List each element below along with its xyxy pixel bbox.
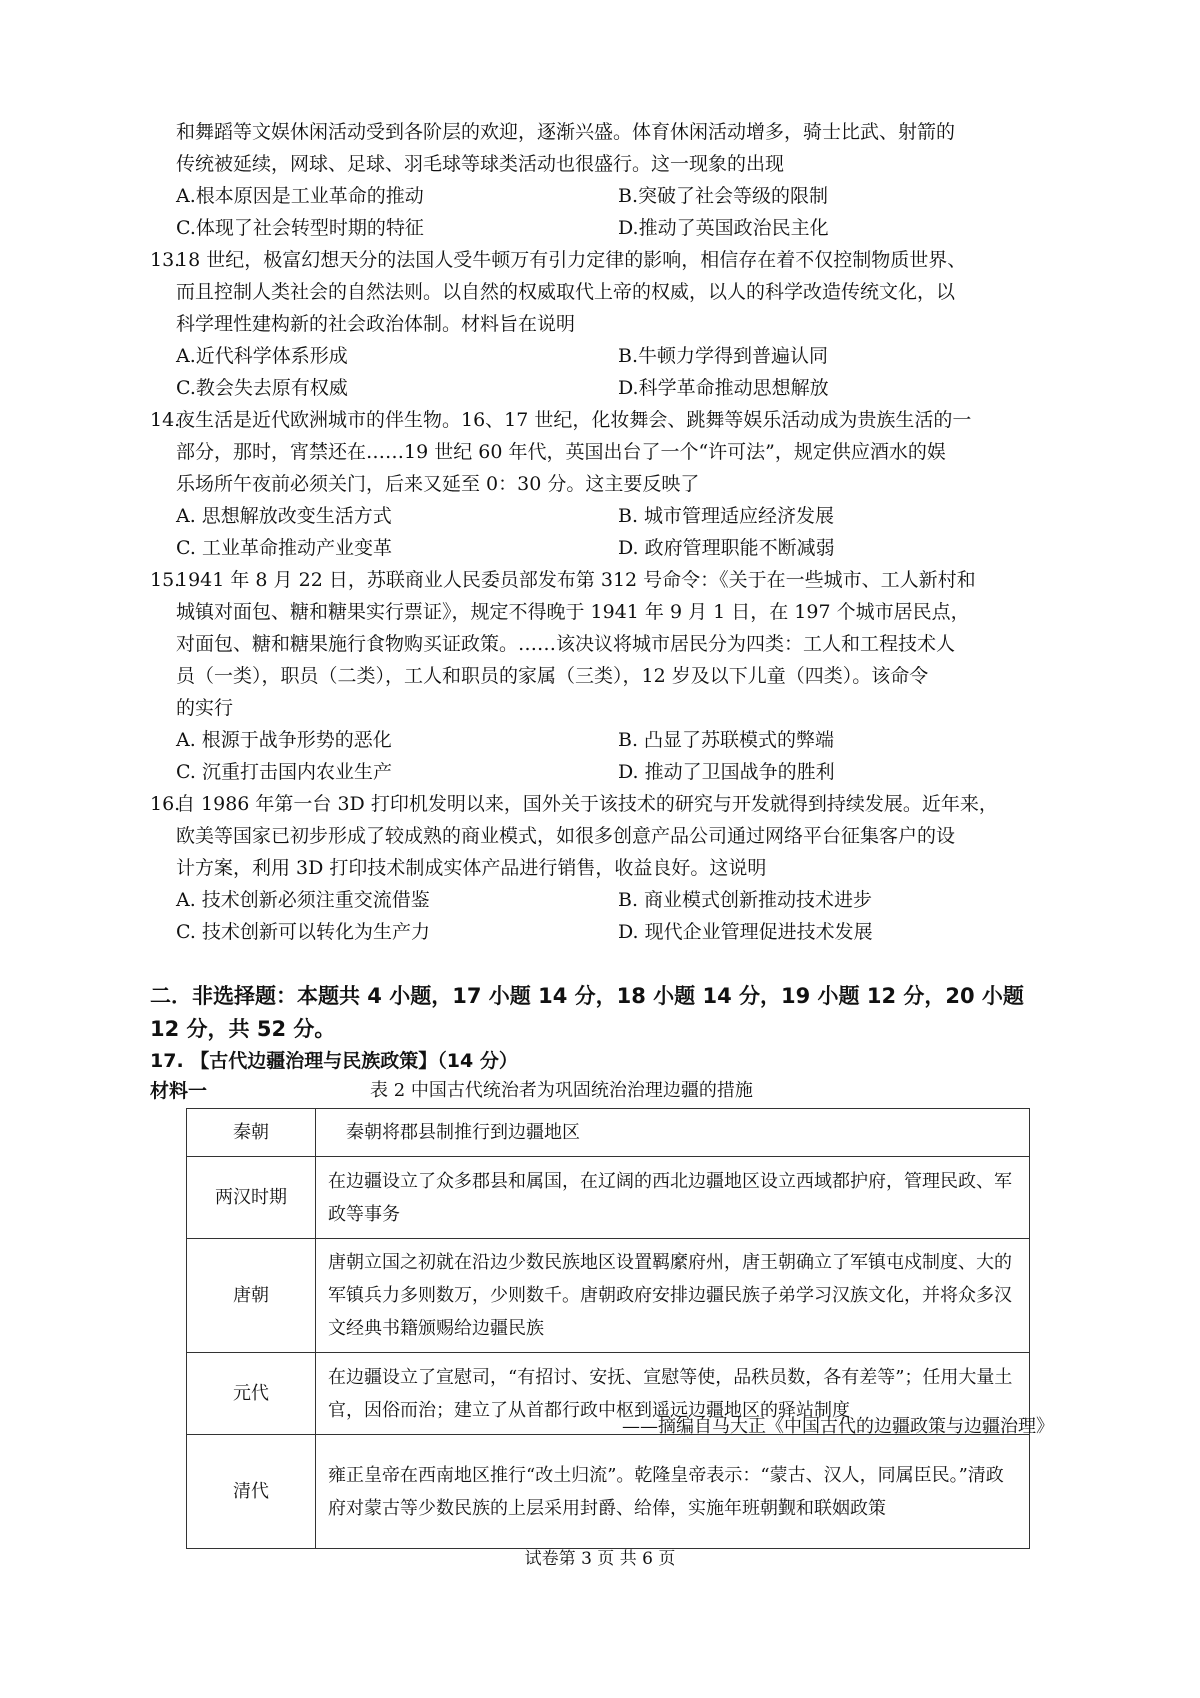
era-cell: 秦朝 <box>187 1109 316 1157</box>
measure-cell: 在边疆设立了众多郡县和属国，在辽阔的西北边疆地区设立西域都护府，管理民政、军政等事务 <box>316 1157 1030 1239</box>
source-citation: ——摘编自马大正《中国古代的边疆政策与边疆治理》 <box>622 1416 1054 1437</box>
q13-number: 13. <box>150 249 181 271</box>
q12-line-1: 和舞蹈等文娱休闲活动受到各阶层的欢迎，逐渐兴盛。体育休闲活动增多，骑士比武、射箭的 <box>176 121 956 143</box>
q16-option-d: D. 现代企业管理促进技术发展 <box>618 921 873 943</box>
q14-number: 14. <box>150 409 181 431</box>
q12-option-b: B.突破了社会等级的限制 <box>618 185 829 207</box>
era-cell: 两汉时期 <box>187 1157 316 1239</box>
q15-option-c: C. 沉重打击国内农业生产 <box>176 761 392 783</box>
q14-option-c: C. 工业革命推动产业变革 <box>176 537 392 559</box>
q16-line-2: 欧美等国家已初步形成了较成熟的商业模式，如很多创意产品公司通过网络平台征集客户的设 <box>176 825 956 847</box>
q14-line-3: 乐场所午夜前必须关门，后来又延至 0：30 分。这主要反映了 <box>176 473 700 495</box>
measure-cell: 雍正皇帝在西南地区推行“改土归流”。乾隆皇帝表示：“蒙古、汉人，同属臣民。”清政府对蒙古等少数民族的上层采用封爵、给俸，实施年班朝觐和联姻政策 <box>316 1435 1030 1549</box>
q16-option-c: C. 技术创新可以转化为生产力 <box>176 921 430 943</box>
measure-cell: 唐朝立国之初就在沿边少数民族地区设置羁縻府州，唐王朝确立了军镇屯戍制度、大的军镇兵力多则数万，少则数千。唐朝政府安排边疆民族子弟学习汉族文化，并将众多汉文经典书籍颁赐给边疆民族 <box>316 1239 1030 1353</box>
q13-option-b: B.牛顿力学得到普遍认同 <box>618 345 829 367</box>
q16-option-a: A. 技术创新必须注重交流借鉴 <box>176 889 430 911</box>
table-row <box>187 1435 1030 1549</box>
measure-cell: 秦朝将郡县制推行到边疆地区 <box>316 1109 1030 1157</box>
q15-line-5: 的实行 <box>176 697 234 719</box>
q15-line-1: 1941 年 8 月 22 日，苏联商业人民委员部发布第 312 号命令：《关于在一些城市、工人新村和 <box>176 569 976 591</box>
section2-heading-line-1: 二．非选择题：本题共 4 小题，17 小题 14 分，18 小题 14 分，19 小题 12 分，20 小题 <box>150 984 1024 1008</box>
q17-heading: 17. 【古代边疆治理与民族政策】（14 分） <box>150 1050 518 1072</box>
q16-line-1: 自 1986 年第一台 3D 打印机发明以来，国外关于该技术的研究与开发就得到持续发展。近年来， <box>176 793 998 815</box>
border-policy-table <box>186 1108 1030 1549</box>
measure-cell: 在边疆设立了宣慰司，“有招讨、安抚、宣慰等使，品秩员数，各有差等”；任用大量土官，因俗而治；建立了从首都行政中枢到遥远边疆地区的驿站制度 <box>316 1353 1030 1435</box>
q14-option-a: A. 思想解放改变生活方式 <box>176 505 392 527</box>
q16-number: 16. <box>150 793 181 815</box>
q13-line-1: 18 世纪，极富幻想天分的法国人受牛顿万有引力定律的影响，相信存在着不仅控制物质世界、 <box>176 249 967 271</box>
q15-option-a: A. 根源于战争形势的恶化 <box>176 729 392 751</box>
q14-option-b: B. 城市管理适应经济发展 <box>618 505 835 527</box>
q14-line-1: 夜生活是近代欧洲城市的伴生物。16、17 世纪，化妆舞会、跳舞等娱乐活动成为贵族生活的一 <box>176 409 972 431</box>
era-cell: 唐朝 <box>187 1239 316 1353</box>
table-row <box>187 1157 1030 1239</box>
q13-line-3: 科学理性建构新的社会政治体制。材料旨在说明 <box>176 313 576 335</box>
q12-option-d: D.推动了英国政治民主化 <box>618 217 829 239</box>
q13-option-a: A.近代科学体系形成 <box>176 345 348 367</box>
q15-line-3: 对面包、糖和糖果施行食物购买证政策。……该决议将城市居民分为四类：工人和工程技术人 <box>176 633 956 655</box>
q13-line-2: 而且控制人类社会的自然法则。以自然的权威取代上帝的权威，以人的科学改造传统文化，以 <box>176 281 956 303</box>
era-cell: 清代 <box>187 1435 316 1549</box>
q13-option-c: C.教会失去原有权威 <box>176 377 348 399</box>
page-footer: 试卷第 3 页 共 6 页 <box>524 1549 676 1569</box>
q16-line-3: 计方案，利用 3D 打印技术制成实体产品进行销售，收益良好。这说明 <box>176 857 767 879</box>
q14-option-d: D. 政府管理职能不断减弱 <box>618 537 835 559</box>
material-one-label: 材料一 <box>150 1080 208 1102</box>
era-cell: 元代 <box>187 1353 316 1435</box>
q12-line-2: 传统被延续，网球、足球、羽毛球等球类活动也很盛行。这一现象的出现 <box>176 153 785 175</box>
q14-line-2: 部分，那时，宵禁还在……19 世纪 60 年代，英国出台了一个“许可法”，规定供应酒水的娱 <box>176 441 946 463</box>
q15-line-4: 员（一类），职员（二类），工人和职员的家属（三类），12 岁及以下儿童（四类）。该命令 <box>176 665 929 687</box>
q15-option-d: D. 推动了卫国战争的胜利 <box>618 761 835 783</box>
table-row <box>187 1109 1030 1157</box>
q15-number: 15. <box>150 569 181 591</box>
q12-option-c: C.体现了社会转型时期的特征 <box>176 217 424 239</box>
q12-option-a: A.根本原因是工业革命的推动 <box>176 185 424 207</box>
q15-line-2: 城镇对面包、糖和糖果实行票证》，规定不得晚于 1941 年 9 月 1 日，在 197 个城市居民点， <box>176 601 970 623</box>
table-row <box>187 1239 1030 1353</box>
table-caption: 表 2 中国古代统治者为巩固统治治理边疆的措施 <box>370 1080 753 1101</box>
q16-option-b: B. 商业模式创新推动技术进步 <box>618 889 873 911</box>
q13-option-d: D.科学革命推动思想解放 <box>618 377 829 399</box>
section2-heading-line-2: 12 分，共 52 分。 <box>150 1017 336 1041</box>
q15-option-b: B. 凸显了苏联模式的弊端 <box>618 729 835 751</box>
